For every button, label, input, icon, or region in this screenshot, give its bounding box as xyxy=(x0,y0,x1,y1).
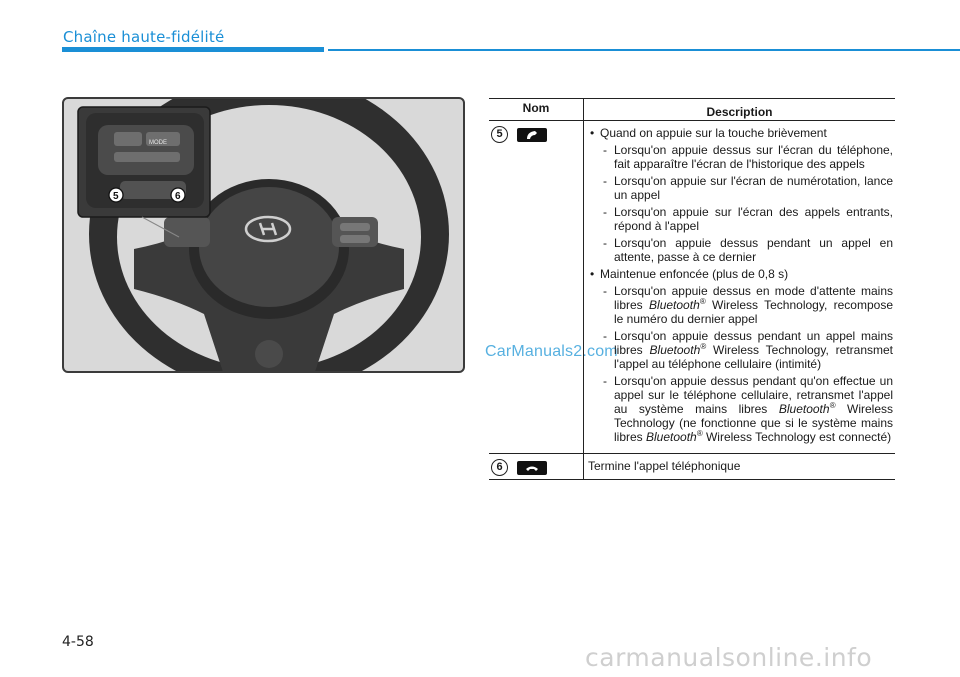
header-rule xyxy=(62,47,324,52)
watermark: CarManuals2.com xyxy=(485,343,618,360)
number-circle: 5 xyxy=(491,126,508,143)
table-header-row xyxy=(489,99,895,121)
end-call-icon xyxy=(517,461,547,475)
list-item: - Lorsqu'on appuie sur l'écran des appels entrants, répond à l'appel xyxy=(603,205,893,233)
controls-table xyxy=(489,98,895,480)
call-icon xyxy=(517,128,547,142)
steering-wheel-figure xyxy=(62,97,465,373)
svg-text:5: 5 xyxy=(113,191,119,202)
list-item: - Lorsqu'on appuie dessus pendant qu'on effectue un appel sur le téléphone cellulaire, retransmet l'appel au système mains libres Bluetooth® Wireless Technology (ne fonctionne que si le système mains libres Bluetooth® Wireless Technology est connecté) xyxy=(603,374,894,444)
list-item: • Maintenue enfoncée (plus de 0,8 s) xyxy=(590,267,789,281)
table-row xyxy=(489,454,895,480)
row-name-cell xyxy=(489,121,584,454)
number-circle: 6 xyxy=(491,459,508,476)
list-item: - Lorsqu'on appuie dessus en mode d'attente mains libres Bluetooth® Wireless Technology, recompose le numéro du dernier appel xyxy=(603,284,893,326)
steering-wheel-illustration xyxy=(64,99,465,373)
row-description-cell: Termine l'appel téléphonique xyxy=(584,454,896,480)
footer-watermark: carmanualsonline.info xyxy=(585,643,873,672)
list-item: - Lorsqu'on appuie dessus pendant un appel en attente, passe à ce dernier xyxy=(603,236,893,264)
svg-text:6: 6 xyxy=(175,191,181,202)
list-item: - Lorsqu'on appuie dessus pendant un appel mains libres Bluetooth® Wireless Technology, retransmet l'appel au téléphone cellulaire (intimité) xyxy=(603,329,893,371)
page-number: 4-58 xyxy=(62,634,94,650)
row-name-cell xyxy=(489,454,584,480)
table-row xyxy=(489,121,895,454)
header-rule-thin xyxy=(328,49,960,51)
section-title: Chaîne haute-fidélité xyxy=(63,28,225,46)
row-description-cell xyxy=(584,121,896,454)
table-header-description: Description xyxy=(584,99,896,121)
table-header-name: Nom xyxy=(489,99,584,121)
svg-text:MODE: MODE xyxy=(149,140,167,146)
list-item: • Quand on appuie sur la touche brièvement xyxy=(590,126,827,140)
list-item: - Lorsqu'on appuie dessus sur l'écran du téléphone, fait apparaître l'écran de l'historique des appels xyxy=(603,143,893,171)
list-item: - Lorsqu'on appuie sur l'écran de numérotation, lance un appel xyxy=(603,174,893,202)
